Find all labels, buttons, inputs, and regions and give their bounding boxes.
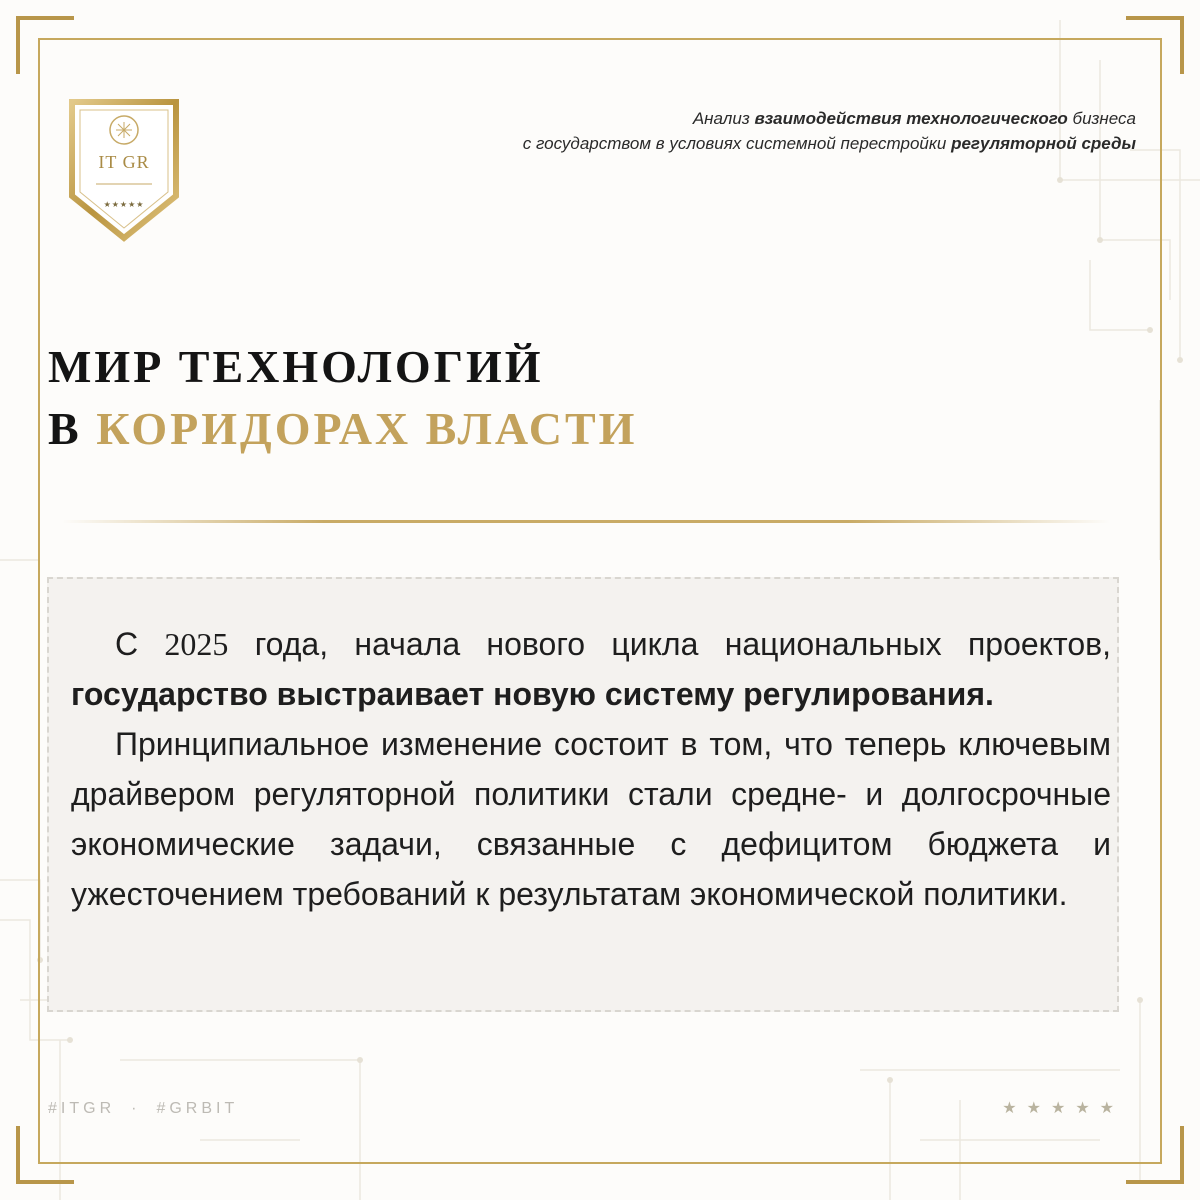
corner-bottom-left: [16, 1126, 74, 1184]
gold-divider: [62, 520, 1110, 523]
logo-text: IT GR: [98, 152, 150, 172]
paragraph-1-emphasis: государство выстраивает новую систему регулирования.: [71, 676, 994, 712]
paragraph-2: Принципиальное изменение состоит в том, что теперь ключевым драйвером регуляторной политики стали средне- и долгосрочные экономические задачи, связанные с дефицитом бюджета и ужесточением требований к результатам экономической политики.: [71, 726, 1111, 912]
header-subtitle: [523, 106, 1136, 156]
corner-top-left: [16, 16, 74, 74]
subtitle-line-2: с государством в условиях системной перестройки регуляторной среды: [522, 134, 1136, 153]
hashtag-grbit: #GRBIT: [156, 1100, 239, 1117]
paragraph-1: С 2025 года, начала нового цикла национальных проектов, государство выстраивает новую систему регулирования.: [71, 626, 1112, 712]
frame-right-line: [1160, 38, 1162, 1164]
title-line-1: МИР ТЕХНОЛОГИЙ: [48, 341, 544, 392]
hashtag-itgr: #ITGR: [48, 1100, 116, 1117]
frame-top-line: [38, 38, 1162, 40]
card-body: [71, 619, 1111, 919]
itgr-logo: [66, 96, 182, 242]
title-line-2: В КОРИДОРАХ ВЛАСТИ: [48, 403, 638, 454]
subtitle-line-1: Анализ взаимодействия технологического бизнеса: [692, 109, 1136, 128]
frame-left-line: [38, 38, 40, 1164]
text-card: [47, 577, 1119, 1012]
page-title: [48, 336, 637, 460]
hashtag-separator: ·: [131, 1100, 141, 1117]
rating-stars: ★★★★★: [1002, 1100, 1124, 1117]
title-highlight: КОРИДОРАХ ВЛАСТИ: [96, 403, 638, 454]
logo-stars: ★★★★★: [103, 200, 145, 209]
frame-bottom-line: [38, 1162, 1162, 1164]
corner-bottom-right: [1126, 1126, 1184, 1184]
hashtags: [48, 1100, 238, 1118]
corner-top-right: [1126, 16, 1184, 74]
